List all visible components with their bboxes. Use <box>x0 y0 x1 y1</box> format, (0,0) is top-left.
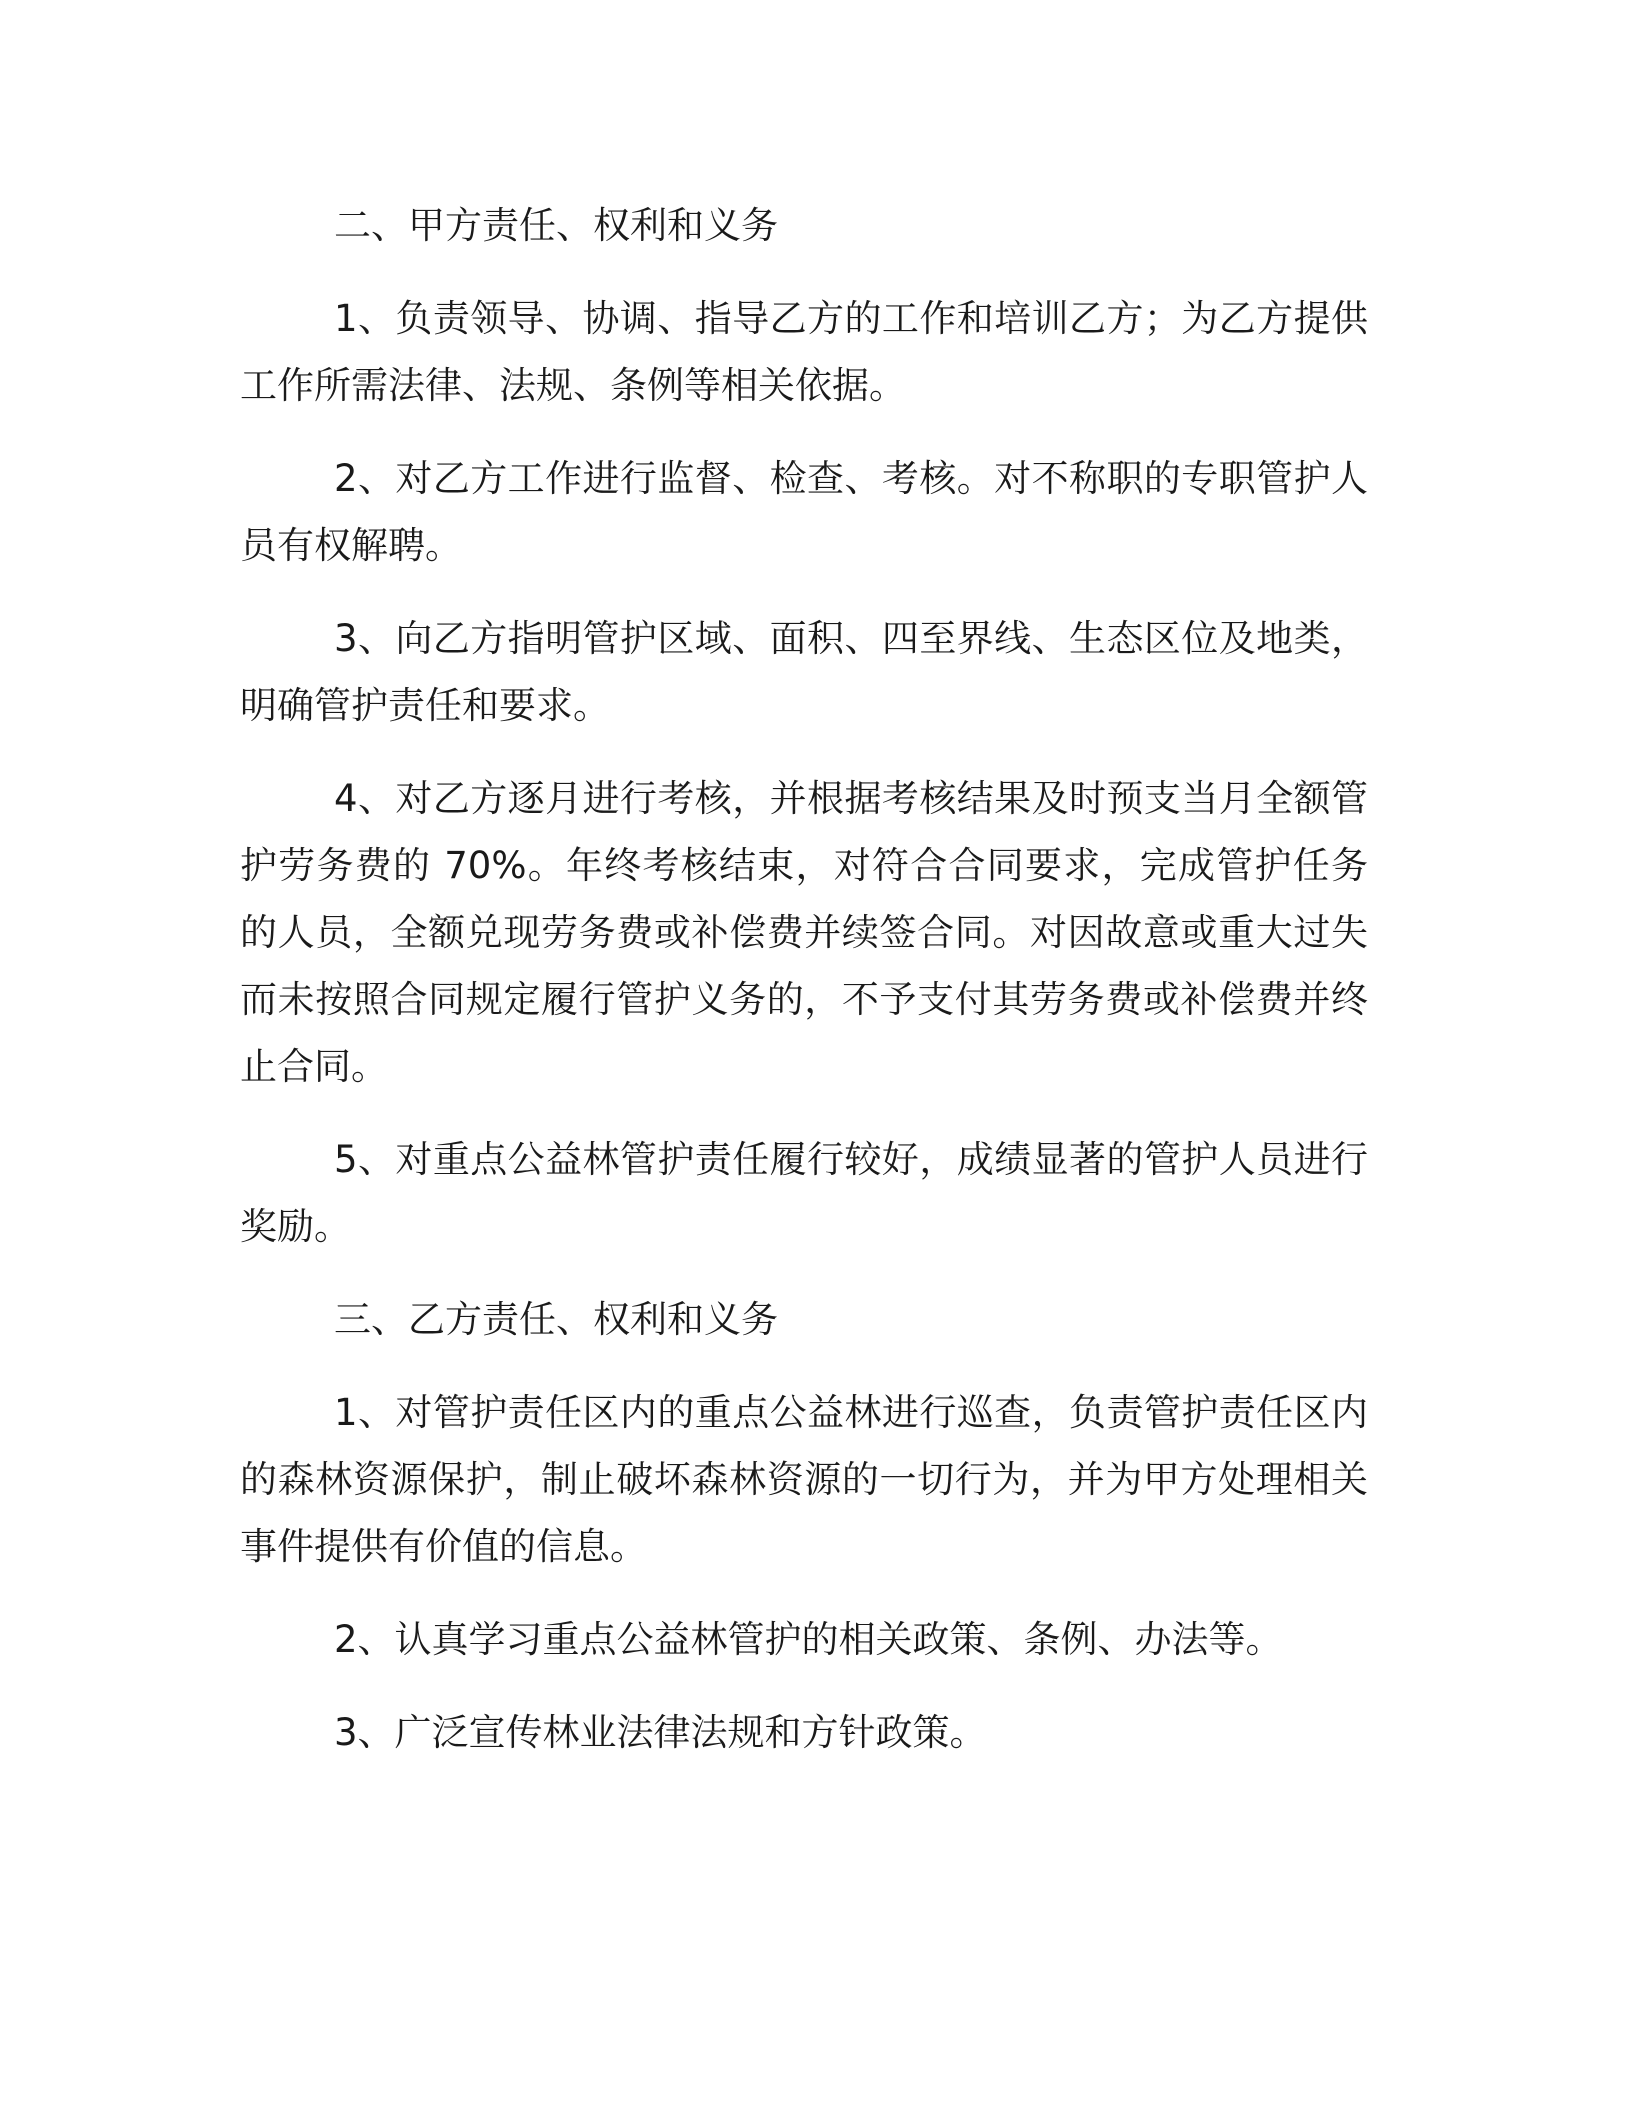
party-a-clause-1: 1、负责领导、协调、指导乙方的工作和培训乙方；为乙方提供工作所需法律、法规、条例等相关依据。 <box>240 297 1368 407</box>
party-b-clause-2: 2、认真学习重点公益林管护的相关政策、条例、办法等。 <box>334 1618 1283 1661</box>
party-a-clause-4: 4、对乙方逐月进行考核，并根据考核结果及时预支当月全额管护劳务费的 70%。年终考核结束，对符合合同要求，完成管护任务的人员，全额兑现劳务费或补偿费并续签合同。对因故意或重大过失而未按照合同规定履行管护义务的，不予支付其劳务费或补偿费并终止合同。 <box>240 777 1368 1088</box>
party-b-clause-1: 1、对管护责任区内的重点公益林进行巡查，负责管护责任区内的森林资源保护，制止破坏森林资源的一切行为，并为甲方处理相关事件提供有价值的信息。 <box>240 1391 1368 1568</box>
party-a-clause-2: 2、对乙方工作进行监督、检查、考核。对不称职的专职管护人员有权解聘。 <box>240 457 1368 567</box>
section-heading-party-a: 二、甲方责任、权利和义务 <box>334 204 778 247</box>
section-heading-party-b: 三、乙方责任、权利和义务 <box>334 1298 778 1341</box>
party-a-clause-3: 3、向乙方指明管护区域、面积、四至界线、生态区位及地类，明确管护责任和要求。 <box>240 617 1368 727</box>
document-body <box>240 192 1368 1792</box>
party-a-clause-5: 5、对重点公益林管护责任履行较好，成绩显著的管护人员进行奖励。 <box>240 1138 1368 1248</box>
party-b-clause-3: 3、广泛宣传林业法律法规和方针政策。 <box>334 1711 987 1754</box>
